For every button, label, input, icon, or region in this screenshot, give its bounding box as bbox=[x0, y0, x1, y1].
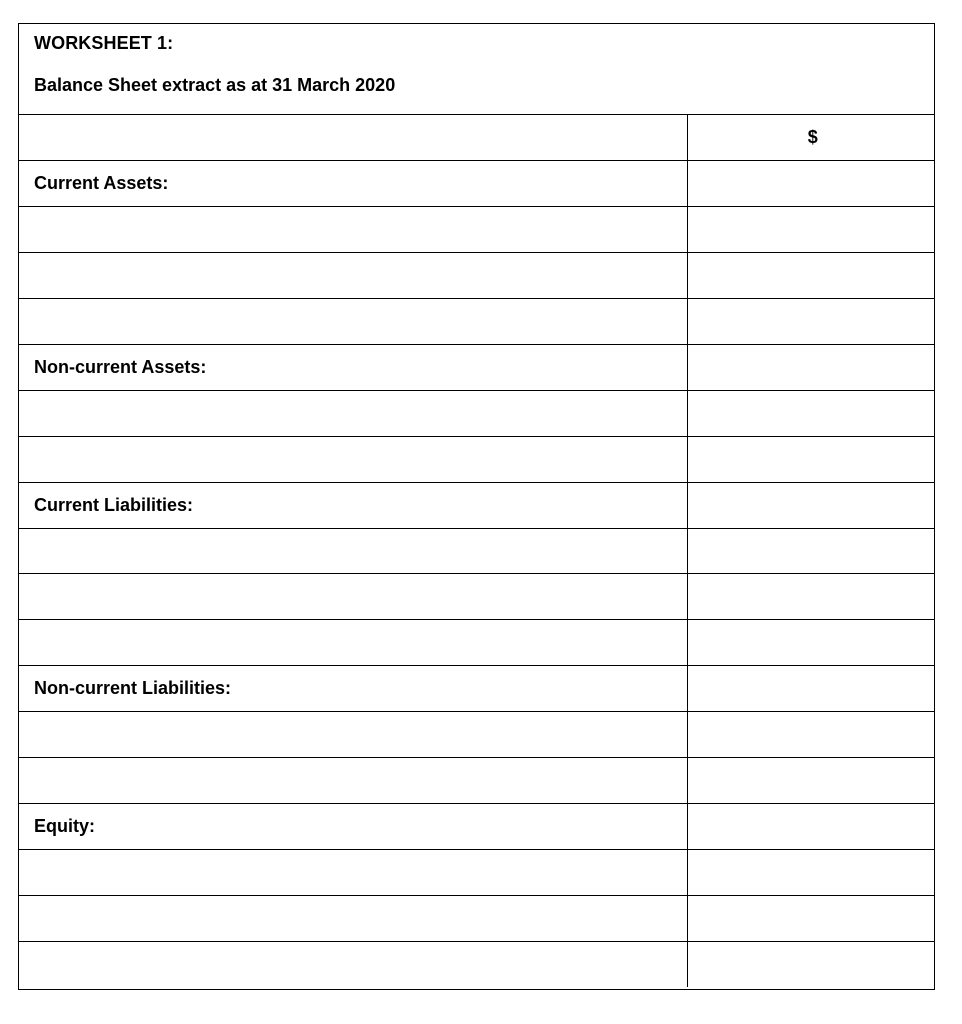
entry-label-cell[interactable] bbox=[19, 941, 687, 987]
currency-symbol: $ bbox=[807, 127, 818, 148]
amount-cell[interactable] bbox=[687, 253, 934, 299]
amount-cell[interactable] bbox=[687, 712, 934, 758]
amount-cell[interactable] bbox=[687, 803, 934, 849]
entry-label-cell[interactable] bbox=[19, 528, 687, 574]
section-header-row bbox=[19, 666, 934, 712]
table-row bbox=[19, 757, 934, 803]
table-row bbox=[19, 253, 934, 299]
entry-label-cell[interactable] bbox=[19, 620, 687, 666]
table-row bbox=[19, 436, 934, 482]
amount-cell[interactable] bbox=[687, 482, 934, 528]
worksheet bbox=[18, 23, 935, 990]
amount-cell[interactable] bbox=[687, 207, 934, 253]
amount-cell[interactable] bbox=[687, 436, 934, 482]
worksheet-title: WORKSHEET 1: bbox=[34, 33, 174, 53]
amount-cell[interactable] bbox=[687, 390, 934, 436]
amount-cell[interactable] bbox=[687, 620, 934, 666]
table-row bbox=[19, 712, 934, 758]
entry-label-cell[interactable] bbox=[19, 895, 687, 941]
worksheet-subtitle: Balance Sheet extract as at 31 March 2020 bbox=[34, 75, 396, 95]
section-header-row bbox=[19, 344, 934, 390]
amount-cell[interactable] bbox=[687, 528, 934, 574]
entry-label-cell[interactable] bbox=[19, 207, 687, 253]
entry-label-cell[interactable] bbox=[19, 849, 687, 895]
worksheet-header bbox=[19, 24, 934, 115]
section-header-row bbox=[19, 803, 934, 849]
header-currency-cell bbox=[687, 115, 934, 161]
section-label-cell: Non-current Assets: bbox=[19, 344, 687, 390]
entry-label-cell[interactable] bbox=[19, 757, 687, 803]
entry-label-cell[interactable] bbox=[19, 436, 687, 482]
table-row bbox=[19, 299, 934, 345]
table-row bbox=[19, 849, 934, 895]
table-row bbox=[19, 941, 934, 987]
section-label-cell: Non-current Liabilities: bbox=[19, 666, 687, 712]
header-label-cell[interactable] bbox=[19, 115, 687, 161]
amount-cell[interactable] bbox=[687, 666, 934, 712]
amount-cell[interactable] bbox=[687, 757, 934, 803]
entry-label-cell[interactable] bbox=[19, 574, 687, 620]
entry-label-cell[interactable] bbox=[19, 390, 687, 436]
section-label-cell: Equity: bbox=[19, 803, 687, 849]
section-label-cell: Current Liabilities: bbox=[19, 482, 687, 528]
table-row bbox=[19, 895, 934, 941]
amount-cell[interactable] bbox=[687, 941, 934, 987]
amount-cell[interactable] bbox=[687, 161, 934, 207]
entry-label-cell[interactable] bbox=[19, 253, 687, 299]
table-row bbox=[19, 207, 934, 253]
amount-cell[interactable] bbox=[687, 574, 934, 620]
amount-cell[interactable] bbox=[687, 895, 934, 941]
amount-cell[interactable] bbox=[687, 849, 934, 895]
amount-cell[interactable] bbox=[687, 344, 934, 390]
section-label-cell: Current Assets: bbox=[19, 161, 687, 207]
table-row bbox=[19, 390, 934, 436]
entry-label-cell[interactable] bbox=[19, 299, 687, 345]
balance-sheet-table bbox=[19, 115, 934, 987]
section-header-row bbox=[19, 161, 934, 207]
amount-cell[interactable] bbox=[687, 299, 934, 345]
entry-label-cell[interactable] bbox=[19, 712, 687, 758]
table-row bbox=[19, 620, 934, 666]
section-header-row bbox=[19, 482, 934, 528]
table-row bbox=[19, 528, 934, 574]
table-row bbox=[19, 574, 934, 620]
table-header-row bbox=[19, 115, 934, 161]
